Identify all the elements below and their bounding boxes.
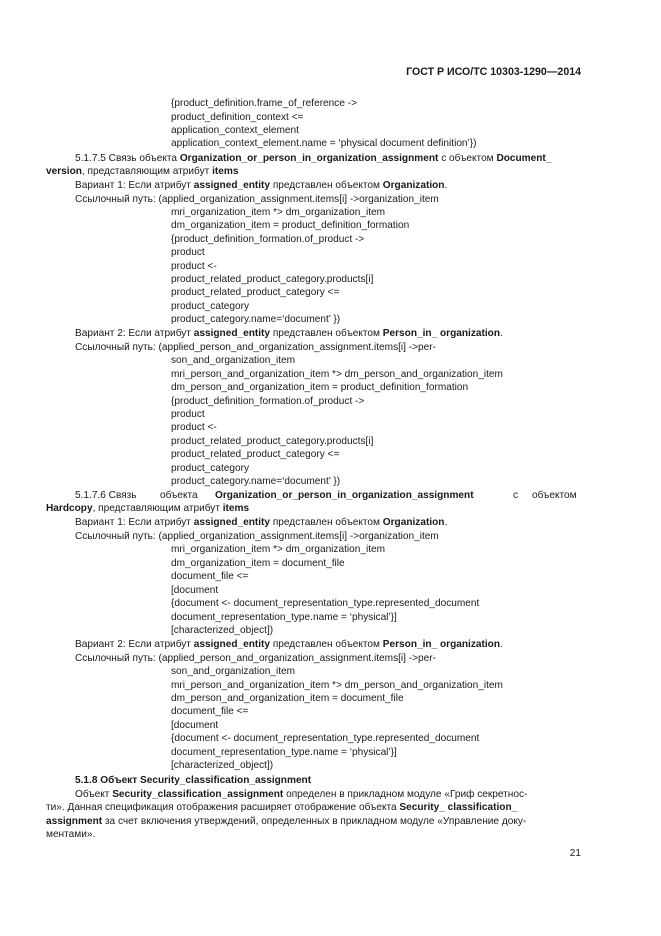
- path-line: application_context_element: [171, 125, 299, 136]
- bold-term: version: [46, 166, 82, 177]
- text: определен в прикладном модуле «Гриф секретнос-: [283, 789, 528, 800]
- page-number: 21: [569, 848, 581, 859]
- reference-path-line: Ссылочный путь: (applied_organization_assignment.items[i] ->organization_item: [75, 531, 439, 542]
- path-line: dm_person_and_organization_item = product_definition_formation: [171, 382, 469, 393]
- text: Вариант 2: Если атрибут: [75, 639, 194, 650]
- path-line: son_and_organization_item: [171, 355, 296, 366]
- path-line: dm_person_and_organization_item = document_file: [171, 693, 404, 704]
- path-line: mri_person_and_organization_item *> dm_person_and_organization_item: [171, 680, 503, 691]
- path-line: product_related_product_category <=: [171, 449, 340, 460]
- path-line: product <-: [171, 261, 217, 272]
- path-line: document_representation_type.name = ‘physical’}]: [171, 747, 397, 758]
- text: представлен объектом: [270, 328, 383, 339]
- path-line: mri_person_and_organization_item *> dm_person_and_organization_item: [171, 369, 503, 380]
- paragraph-line: ментами».: [46, 829, 96, 840]
- text: Вариант 1: Если атрибут: [75, 180, 194, 191]
- path-line: {document <- document_representation_type.represented_document: [171, 598, 480, 609]
- text: .: [500, 328, 503, 339]
- path-line: [characterized_object]): [171, 760, 274, 771]
- bold-term: assigned_entity: [193, 180, 271, 191]
- paragraph-line: [46, 815, 526, 828]
- text: объекта: [160, 490, 198, 501]
- text: за счет включения утверждений, определенных в прикладном модуле «Управление доку-: [102, 816, 527, 827]
- path-line: product_category.name=‘document’ }): [171, 314, 341, 325]
- paragraph-line: [75, 788, 527, 801]
- text: Вариант 2: Если атрибут: [75, 328, 194, 339]
- reference-path-line: Ссылочный путь: (applied_person_and_organization_assignment.items[i] ->per-: [75, 342, 436, 353]
- document-header: ГОСТ Р ИСО/ТС 10303-1290—2014: [406, 66, 581, 78]
- section-heading-5-1-7-5: [75, 152, 551, 165]
- path-line: document_representation_type.name = ‘physical’}]: [171, 612, 397, 623]
- paragraph-line: [46, 801, 517, 814]
- bold-term: Person_in_ organization: [382, 639, 500, 650]
- path-line: product: [171, 409, 205, 420]
- variant-line: [75, 516, 447, 529]
- variant-line: [75, 638, 503, 651]
- path-line: son_and_organization_item: [171, 666, 296, 677]
- path-line: product_related_product_category <=: [171, 287, 340, 298]
- text: представлен объектом: [270, 517, 383, 528]
- text: 5.1.7.5 Связь объекта: [75, 153, 180, 164]
- variant-line: [75, 179, 447, 192]
- text: , представляющим атрибут: [81, 166, 213, 177]
- path-line: product_category: [171, 301, 249, 312]
- text: объектом: [532, 490, 577, 501]
- path-line: [document: [171, 585, 219, 596]
- path-line: {product_definition_formation.of_product ->: [171, 396, 365, 407]
- section-heading-5-1-8: 5.1.8 Объект Security_classification_assignment: [75, 775, 312, 786]
- reference-path-line: Ссылочный путь: (applied_person_and_organization_assignment.items[i] ->per-: [75, 653, 436, 664]
- text: ти». Данная спецификация отображения расширяет отображение объекта: [46, 802, 400, 813]
- bold-term: Hardcopy: [46, 503, 93, 514]
- bold-term: assigned_entity: [193, 639, 271, 650]
- path-line: application_context_element.name = ‘physical document definition’}): [171, 138, 477, 149]
- bold-term: Organization: [382, 517, 445, 528]
- bold-term: Person_in_ organization: [382, 328, 500, 339]
- path-line: product_category: [171, 463, 249, 474]
- section-heading-cont: [46, 502, 249, 515]
- text: Объект: [75, 789, 113, 800]
- text: , представляющим атрибут: [92, 503, 223, 514]
- bold-term: Document_: [496, 153, 552, 164]
- path-line: [characterized_object]): [171, 625, 274, 636]
- path-line: mri_organization_item *> dm_organization_item: [171, 544, 386, 555]
- bold-term: assigned_entity: [193, 517, 271, 528]
- path-line: product: [171, 247, 205, 258]
- bold-term: assignment: [46, 816, 103, 827]
- bold-term: assigned_entity: [193, 328, 271, 339]
- bold-term: Organization_or_person_in_organization_assignment: [179, 153, 439, 164]
- reference-path-line: Ссылочный путь: (applied_organization_assignment.items[i] ->organization_item: [75, 194, 439, 205]
- path-line: {product_definition.frame_of_reference ->: [171, 98, 358, 109]
- bold-term: Security_classification_assignment: [112, 789, 284, 800]
- path-line: product_related_product_category.products[i]: [171, 274, 374, 285]
- text: .: [444, 517, 448, 528]
- path-line: dm_organization_item = product_definition_formation: [171, 220, 410, 231]
- text: представлен объектом: [270, 180, 383, 191]
- path-line: document_file <=: [171, 571, 249, 582]
- section-heading-cont: [46, 165, 238, 178]
- path-line: {product_definition_formation.of_product ->: [171, 234, 365, 245]
- text: с: [513, 490, 519, 501]
- text: .: [444, 180, 448, 191]
- variant-line: [75, 327, 503, 340]
- bold-term: Organization: [382, 180, 445, 191]
- path-line: product_related_product_category.products[i]: [171, 436, 374, 447]
- path-line: mri_organization_item *> dm_organization_item: [171, 207, 386, 218]
- path-line: document_file <=: [171, 706, 249, 717]
- bold-term: Organization_or_person_in_organization_assignment: [215, 490, 474, 501]
- path-line: dm_organization_item = document_file: [171, 558, 345, 569]
- path-line: {document <- document_representation_type.represented_document: [171, 733, 480, 744]
- text: Вариант 1: Если атрибут: [75, 517, 194, 528]
- bold-term: Security_ classification_: [399, 802, 518, 813]
- path-line: product <-: [171, 422, 217, 433]
- text: .: [500, 639, 503, 650]
- bold-term: items: [222, 503, 250, 514]
- text: с объектом: [438, 153, 497, 164]
- path-line: product_category.name=‘document’ }): [171, 476, 341, 487]
- bold-term: items: [212, 166, 239, 177]
- text: представлен объектом: [270, 639, 383, 650]
- path-line: [document: [171, 720, 219, 731]
- section-heading-5-1-7-6: 5.1.7.6 Связь: [75, 490, 137, 501]
- path-line: product_definition_context <=: [171, 112, 304, 123]
